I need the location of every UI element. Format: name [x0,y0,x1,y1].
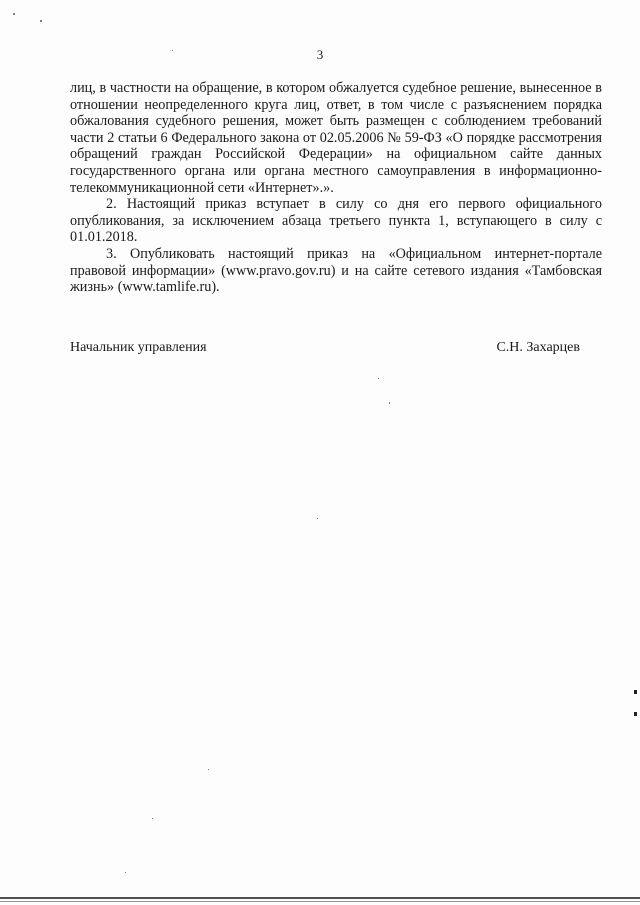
scan-bottom-edge [0,897,640,899]
page-number: 3 [316,47,324,62]
scan-bottom-edge [0,901,640,902]
scan-speck [317,518,318,519]
paragraph-item-3: 3. Опубликовать настоящий приказ на «Официальном интернет-портале правовой информации» (www.pravo.gov.ru) и на сайте сетевого издания «Тамбовская жизнь» (www.tamlife.ru). [70,245,602,296]
scan-edge-mark [634,690,637,694]
scan-speck [125,872,126,873]
paragraph-continuation: лиц, в частности на обращение, в котором обжалуется судебное решение, вынесенное в отношении неопределенного круга лиц, ответ, в том числе с разъяснением порядка обжалования судебного решения, может быть размещен с соблюдением требований части 2 статьи 6 Федерального закона от 02.05.2006 № 59-ФЗ «О порядке рассмотрения обращений граждан Российской Федерации» на официальном сайте данных государственного органа или органа местного самоуправления в информационно-телекоммуникационной сети «Интернет».». [70,80,602,196]
scan-speck [208,769,209,770]
scan-speck [40,20,42,22]
scan-edge-mark [634,712,637,716]
scan-speck [172,50,173,51]
scan-speck [378,378,379,379]
signature-block [70,340,580,356]
scan-speck [389,402,390,404]
signatory-name: С.Н. Захарцев [496,340,580,355]
scan-speck [152,818,153,819]
document-body [70,80,602,296]
scan-speck [13,13,15,15]
paragraph-item-2: 2. Настоящий приказ вступает в силу со дня его первого официального опубликования, за исключением абзаца третьего пункта 1, вступающего в силу с 01.01.2018. [70,196,602,246]
signatory-position: Начальник управления [70,340,207,355]
